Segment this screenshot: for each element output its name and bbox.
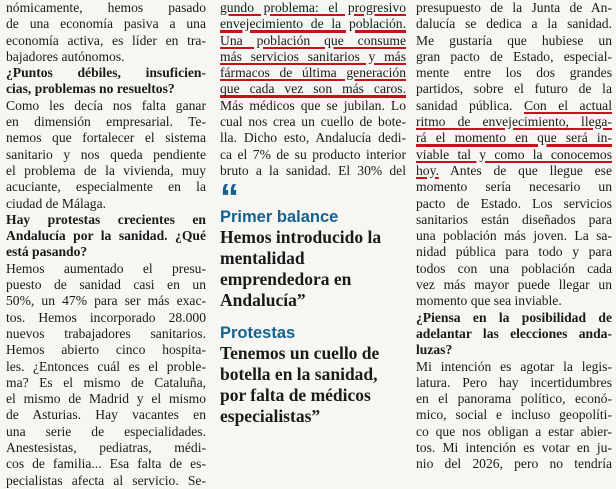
text-line: bruto a la sanidad. El 30% del [220, 162, 406, 178]
text-line: nuevos trabajadores sanitarios. [6, 325, 206, 341]
article-column-2 [220, 0, 406, 427]
text-line: tos. Mi intención es votar en ju- [416, 440, 612, 456]
text-line: ciudad de Málaga. [6, 195, 107, 211]
question-line: está pasando? [6, 244, 88, 260]
text-line: fármacos de última generación [220, 65, 406, 81]
text-line: nio del 2026, pero no tendría [416, 456, 612, 472]
question-line: luzas? [416, 342, 453, 358]
text-line: momento que sea inviable. [416, 293, 562, 309]
text-line: tos. Hemos incorporado 28.000 [6, 309, 206, 325]
text-line: envejecimiento de la población. [220, 16, 406, 32]
text-line: 50%, un 47% para ser más exac- [6, 293, 206, 309]
text-line: cos de familia... Esa falta de es- [6, 456, 206, 472]
question-line: ¿Puntos débiles, insuficien- [6, 65, 206, 81]
pull-quote-line: botella en la sanidad, [220, 364, 378, 385]
text-line: co que nos obligan a estar abier- [416, 423, 612, 439]
question-line: cias, problemas no resueltos? [6, 81, 175, 97]
text-line: viable tal y como la conocemos [416, 146, 612, 162]
text-line: pacto de Estado. Los servicios [416, 195, 612, 211]
text-line: el mismo de Madrid y el mismo [6, 391, 206, 407]
text-line: Me gustaría que hubiese un [416, 32, 612, 48]
pull-quote-line: mentalidad [220, 248, 305, 269]
text-line: Hemos aumentado el presu- [6, 260, 206, 276]
text-line: lla. Dicho esto, Andalucía dedi- [220, 130, 406, 146]
text-line: momento sería necesario un [416, 179, 612, 195]
text-line: pecialistas afecta al servicio. Se- [6, 472, 206, 488]
pull-quote-primer-balance [220, 177, 406, 311]
article-column-1 [6, 0, 206, 489]
text-line: ca el 7% de su producto interior [220, 146, 406, 162]
text-line: sanitario y nos queda pendiente [6, 146, 206, 162]
text-line: cual nos crea un cuello de bote- [220, 114, 406, 130]
question-line: Hay protestas crecientes en [6, 211, 206, 227]
question-line: ¿Piensa en la posibilidad de [416, 309, 612, 325]
underlined-span: Con el actual [524, 97, 612, 113]
text-line: Una población que consume [220, 32, 406, 48]
text-line: sanidad pública. Con el actual [416, 97, 612, 113]
text-line: Mi intención es agotar la legis- [416, 358, 612, 374]
question-line: adelantar las elecciones anda- [416, 325, 612, 341]
pull-quote-line: por falta de médicos [220, 385, 371, 406]
text-line: nidad pública para todo y para [416, 244, 612, 260]
pull-quote-line: emprendedora en [220, 269, 352, 290]
pull-quote-line: Tenemos un cuello de [220, 343, 380, 364]
text-line: puesto de sanidad casi en un [6, 277, 206, 293]
text-line: Anestesistas, pediatras, médi- [6, 440, 206, 456]
text-line: todos con una población cada [416, 260, 612, 276]
text-line: nemos que fortalecer el sistema [6, 130, 206, 146]
text-line: que cada vez son más caros. [220, 81, 406, 97]
text-line: en el panorama político, econó- [416, 391, 612, 407]
underlined-span: hoy. [416, 162, 439, 178]
text-line: una población más joven. La sa- [416, 228, 612, 244]
text-line: una serie de especialidades. [6, 423, 206, 439]
text-line: el problema de la vivienda, muy [6, 162, 206, 178]
text-line: les. ¿Entonces cuál es el proble- [6, 358, 206, 374]
pull-quote-line: Hemos introducido la [220, 227, 382, 248]
text-line: mente entre los dos grandes [416, 65, 612, 81]
pull-quote-title: Primer balance [220, 208, 339, 227]
pull-quote-title: Protestas [220, 324, 296, 343]
text-line: sanitarios están diseñados para [416, 211, 612, 227]
text-line: Más médicos que se jubilan. Lo [220, 97, 406, 113]
pull-quote-protestas [220, 323, 406, 427]
text-line: mico, social e incluso geopolíti- [416, 407, 612, 423]
pull-quote-line: especialistas” [220, 406, 321, 427]
text-line: latura. Pero hay incertidumbres [416, 374, 612, 390]
text-line: más servicios sanitarios y más [220, 48, 406, 64]
column-2-text [220, 0, 406, 179]
text-line: de Asturias. Hay vacantes en [6, 407, 206, 423]
text-line: partidos, sobre el futuro de la [416, 81, 612, 97]
text-line: vez más mayor puede llegar un [416, 277, 612, 293]
quote-mark-icon: “ [220, 177, 239, 220]
text-line: dalucía se dedica a la sanidad. [416, 16, 612, 32]
text-line: acuciante, especialmente en la [6, 179, 206, 195]
text-line: en dimensión empresarial. Te- [6, 114, 206, 130]
pull-quote-line: Andalucía” [220, 290, 306, 311]
text-line: Hemos abierto cinco hospita- [6, 342, 206, 358]
text-line: hoy. Antes de que llegue ese [416, 162, 612, 178]
question-line: Andalucía por la sanidad. ¿Qué [6, 228, 206, 244]
text-line: de una economía pasiva a una [6, 16, 206, 32]
text-line: rá el momento en que será in- [416, 130, 612, 146]
text-line: ritmo de envejecimiento, llega- [416, 114, 612, 130]
text-line: gran pacto de Estado, especial- [416, 48, 612, 64]
text-line: bajadores autónomos. [6, 48, 125, 64]
text-line: economía activa, es líder en tra- [6, 32, 206, 48]
text-line: Como les decía nos falta ganar [6, 97, 206, 113]
article-column-3 [416, 0, 612, 473]
text-line: ma? Es el mismo de Cataluña, [6, 374, 206, 390]
text-line: presupuesto de la Junta de An- [416, 0, 612, 15]
text-line: gundo problema: el progresivo [220, 0, 406, 15]
text-line: nómicamente, hemos pasado [6, 0, 206, 15]
